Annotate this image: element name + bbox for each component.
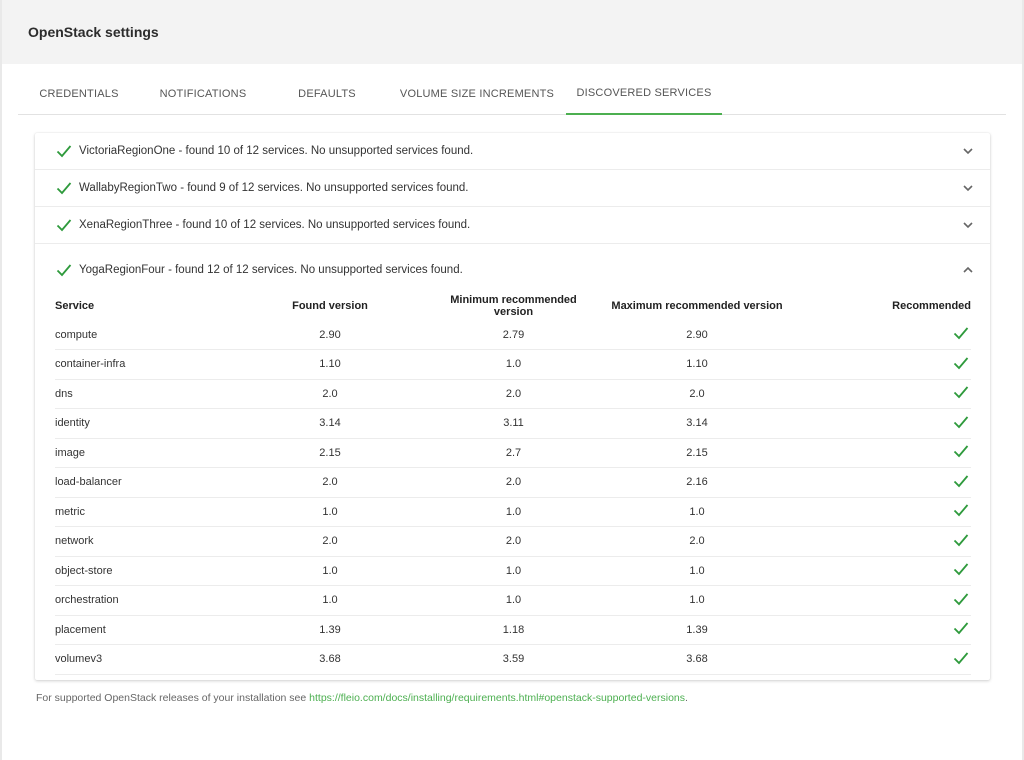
check-icon — [56, 181, 72, 195]
cell-recommended — [797, 379, 971, 409]
table-header-row — [55, 294, 971, 320]
table-row — [55, 586, 971, 616]
cell-found-version: 3.68 — [230, 645, 430, 675]
table-row — [55, 320, 971, 350]
check-icon — [953, 592, 969, 606]
cell-recommended — [797, 586, 971, 616]
table-row — [55, 615, 971, 645]
check-icon — [953, 651, 969, 665]
tab-volume-size-increments[interactable]: VOLUME SIZE INCREMENTS — [399, 87, 555, 100]
cell-found-version: 2.0 — [230, 379, 430, 409]
check-icon — [953, 503, 969, 517]
chevron-down-icon[interactable] — [962, 147, 974, 155]
cell-found-version: 2.0 — [230, 527, 430, 557]
check-icon — [953, 385, 969, 399]
cell-min-version: 2.0 — [430, 527, 597, 557]
cell-min-version: 1.0 — [430, 586, 597, 616]
table-row — [55, 379, 971, 409]
discovered-services-panel — [35, 133, 990, 680]
cell-max-version: 2.0 — [597, 527, 797, 557]
header-min-version: Minimum recommended version — [450, 294, 577, 318]
region-label: XenaRegionThree - found 10 of 12 services. No unsupported services found. — [79, 219, 471, 231]
cell-service: container-infra — [55, 350, 230, 380]
settings-card — [2, 0, 1022, 760]
header-recommended: Recommended — [892, 300, 971, 312]
cell-service: load-balancer — [55, 468, 230, 498]
table-row — [55, 350, 971, 380]
cell-min-version: 1.0 — [430, 497, 597, 527]
cell-min-version: 1.18 — [430, 615, 597, 645]
check-icon — [953, 326, 969, 340]
requirements-link[interactable]: https://fleio.com/docs/installing/requirements.html#openstack-supported-versions — [309, 692, 686, 704]
cell-recommended — [797, 409, 971, 439]
cell-recommended — [797, 527, 971, 557]
cell-recommended — [797, 320, 971, 350]
header-found-version: Found version — [292, 300, 368, 312]
cell-min-version: 2.79 — [430, 320, 597, 350]
check-icon — [953, 356, 969, 370]
check-icon — [953, 474, 969, 488]
tab-defaults[interactable]: DEFAULTS — [298, 87, 356, 100]
cell-found-version: 1.10 — [230, 350, 430, 380]
cell-recommended — [797, 438, 971, 468]
chevron-down-icon[interactable] — [962, 184, 974, 192]
cell-service: volumev3 — [55, 645, 230, 675]
cell-min-version: 2.0 — [430, 468, 597, 498]
cell-service: orchestration — [55, 586, 230, 616]
page-header — [2, 0, 1022, 64]
cell-found-version: 1.0 — [230, 497, 430, 527]
cell-service: network — [55, 527, 230, 557]
check-icon — [953, 533, 969, 547]
cell-recommended — [797, 556, 971, 586]
cell-max-version: 2.0 — [597, 379, 797, 409]
cell-service: dns — [55, 379, 230, 409]
cell-max-version: 1.10 — [597, 350, 797, 380]
cell-service: metric — [55, 497, 230, 527]
region-label: WallabyRegionTwo - found 9 of 12 services. No unsupported services found. — [79, 182, 469, 194]
cell-max-version: 1.39 — [597, 615, 797, 645]
cell-min-version: 1.0 — [430, 350, 597, 380]
page-title: OpenStack settings — [28, 24, 159, 40]
tab-notifications[interactable]: NOTIFICATIONS — [159, 87, 247, 100]
chevron-down-icon[interactable] — [962, 221, 974, 229]
cell-max-version: 3.14 — [597, 409, 797, 439]
footer-text: For supported OpenStack releases of your installation see — [36, 692, 310, 704]
check-icon — [56, 218, 72, 232]
cell-found-version: 2.15 — [230, 438, 430, 468]
footer-note — [36, 692, 688, 704]
region-yoga[interactable] — [35, 251, 990, 288]
table-row — [55, 645, 971, 675]
cell-max-version: 2.16 — [597, 468, 797, 498]
tab-bar — [18, 72, 1006, 115]
cell-min-version: 2.7 — [430, 438, 597, 468]
cell-service: image — [55, 438, 230, 468]
table-row — [55, 468, 971, 498]
services-table — [55, 294, 971, 675]
cell-max-version: 2.90 — [597, 320, 797, 350]
region-label: VictoriaRegionOne - found 10 of 12 services. No unsupported services found. — [79, 145, 474, 157]
tab-credentials[interactable]: CREDENTIALS — [39, 87, 119, 100]
chevron-up-icon[interactable] — [962, 266, 974, 274]
cell-service: object-store — [55, 556, 230, 586]
cell-max-version: 1.0 — [597, 556, 797, 586]
table-row — [55, 527, 971, 557]
table-row — [55, 438, 971, 468]
header-max-version: Maximum recommended version — [611, 300, 783, 312]
check-icon — [56, 144, 72, 158]
cell-found-version: 3.14 — [230, 409, 430, 439]
cell-found-version: 2.90 — [230, 320, 430, 350]
region-wallaby[interactable] — [35, 170, 990, 207]
cell-min-version: 2.0 — [430, 379, 597, 409]
cell-service: placement — [55, 615, 230, 645]
check-icon — [953, 562, 969, 576]
header-service: Service — [55, 300, 95, 312]
cell-min-version: 3.59 — [430, 645, 597, 675]
region-victoria[interactable] — [35, 133, 990, 170]
cell-max-version: 1.0 — [597, 586, 797, 616]
check-icon — [953, 621, 969, 635]
cell-recommended — [797, 497, 971, 527]
cell-found-version: 1.0 — [230, 556, 430, 586]
region-label: YogaRegionFour - found 12 of 12 services. No unsupported services found. — [79, 263, 463, 276]
cell-min-version: 3.11 — [430, 409, 597, 439]
cell-max-version: 1.0 — [597, 497, 797, 527]
cell-max-version: 2.15 — [597, 438, 797, 468]
cell-recommended — [797, 645, 971, 675]
cell-found-version: 2.0 — [230, 468, 430, 498]
cell-service: identity — [55, 409, 230, 439]
cell-found-version: 1.0 — [230, 586, 430, 616]
cell-service: compute — [55, 320, 230, 350]
cell-max-version: 3.68 — [597, 645, 797, 675]
cell-recommended — [797, 350, 971, 380]
table-row — [55, 556, 971, 586]
check-icon — [56, 263, 72, 277]
table-row — [55, 497, 971, 527]
check-icon — [953, 444, 969, 458]
cell-recommended — [797, 615, 971, 645]
footer-suffix: . — [685, 692, 688, 704]
region-xena[interactable] — [35, 207, 990, 244]
tab-discovered-services[interactable]: DISCOVERED SERVICES — [566, 72, 722, 115]
cell-min-version: 1.0 — [430, 556, 597, 586]
cell-found-version: 1.39 — [230, 615, 430, 645]
table-row — [55, 409, 971, 439]
cell-recommended — [797, 468, 971, 498]
check-icon — [953, 415, 969, 429]
